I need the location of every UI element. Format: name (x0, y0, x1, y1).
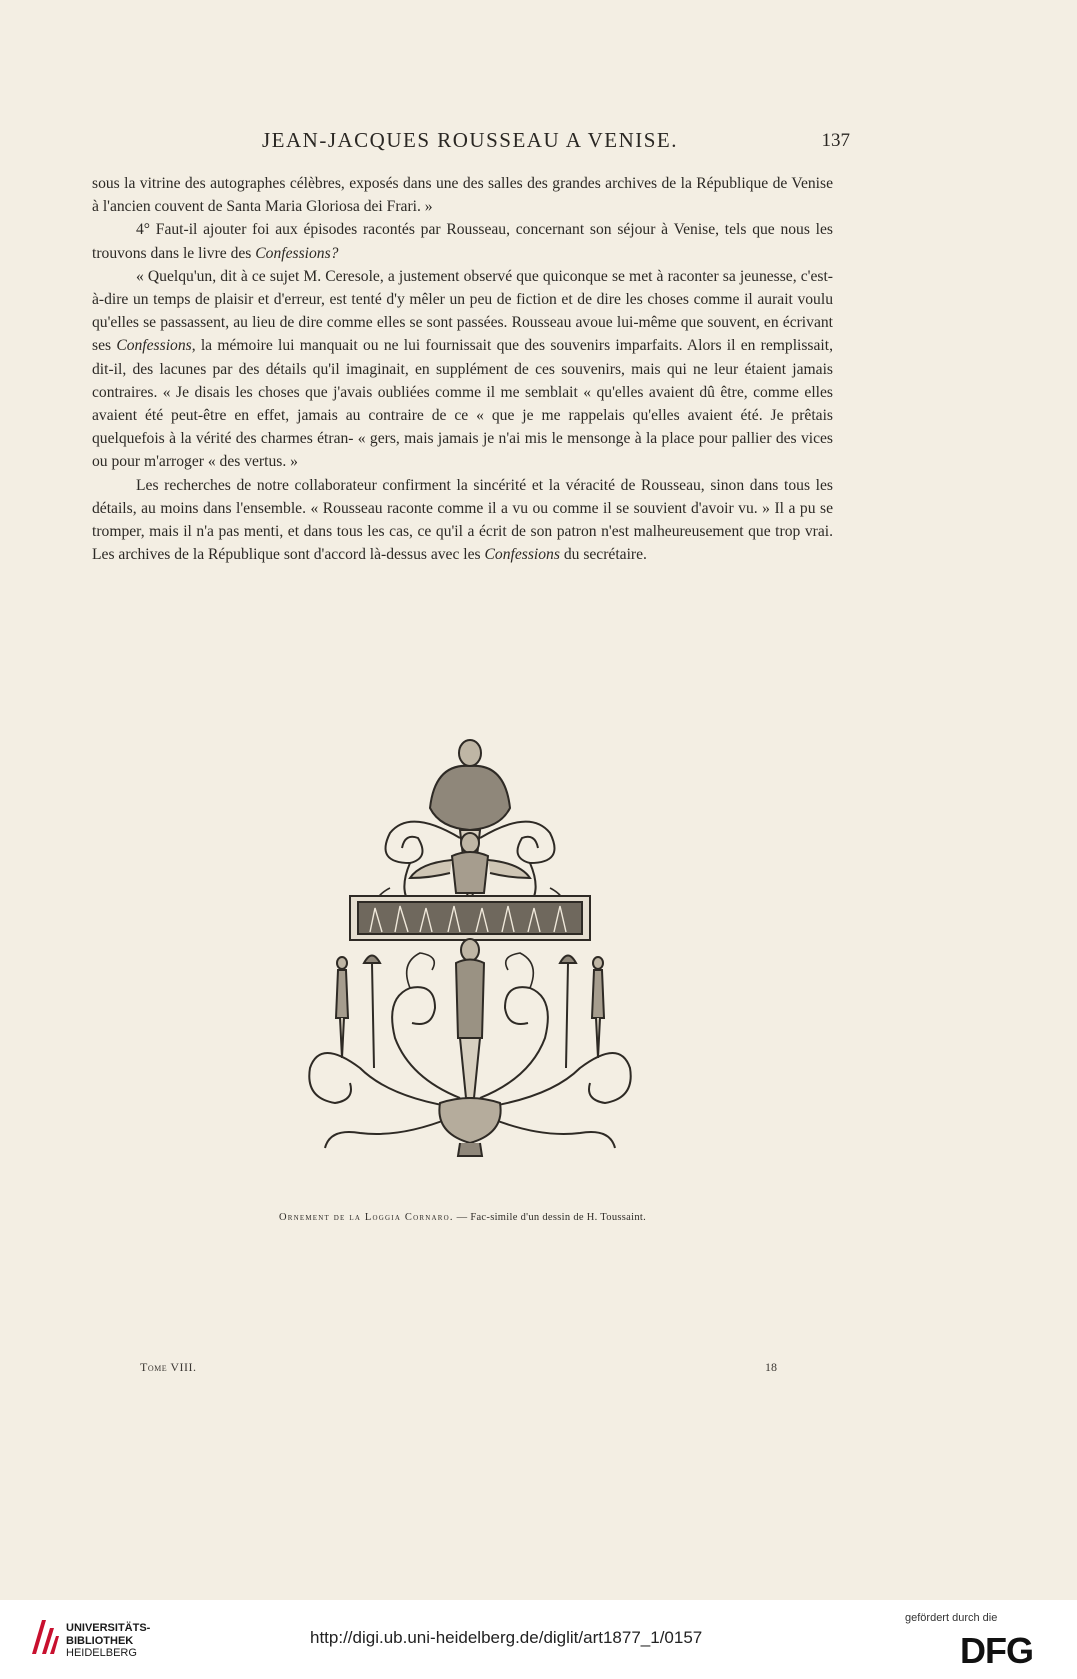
signature-mark: 18 (765, 1360, 777, 1374)
university-library-logo-icon (28, 1614, 60, 1660)
book-title: Confessions? (255, 244, 339, 262)
paragraph-4: Les recherches de notre collaborateur confirment la sincérité et la véracité de Rousseau, sinon dans tous les détails, au moins dans l'ensemble. « Rousseau raconte comme il a vu ou comme il se souvient d'avoir vu. » Il a pu se tromper, mais il n'a pas menti, et dans tous les cas, ce qu'il a écrit de son patron n'est malheureusement que trop vrai. Les archives de la République sont d'accord là-dessus avec les Confessions du secrétaire. (92, 476, 833, 564)
running-head (90, 128, 850, 158)
library-name: UNIVERSITÄTS- BIBLIOTHEK HEIDELBERG (66, 1622, 151, 1659)
ornament-engraving (300, 738, 640, 1203)
book-title: Confessions (116, 337, 192, 355)
paragraph-3: « Quelqu'un, dit à ce sujet M. Ceresole, a justement observé que quiconque se met à raconter sa jeunesse, c'est-à-dire un temps de plaisir et d'erreur, est tenté d'y mêler un peu de fiction et de dire les choses comme il aurait voulu qu'elles se passassent, au lieu de dire comme elles se sont passées. Rousseau avoue lui-même que souvent, en écrivant ses Confessions, la mémoire lui manquait ou ne lui fournissait que des souvenirs imparfaits. Alors il en remplissait, dit-il, des lacunes par des détails qu'il imaginait, en supplément de ces souvenirs, mais qui ne leur étaient jamais contraires. « Je disais les choses que j'avais oubliées comme il me semblait « qu'elles avaient dû être, comme elles avaient été peut-être en effet, jamais au contraire de ce « que je me rappelais qu'elles avaient été. Je prêtais quelquefois à la vérité des charmes étran- « gers, mais jamais je n'ai mis le mensonge à la place pour pallier des vices ou pour m'arroger « des vertus. » (92, 267, 833, 471)
paragraph-2: 4° Faut-il ajouter foi aux épisodes racontés par Rousseau, concernant son séjour à Venise, tels que nous les trouvons dans le livre des Confessions? (92, 221, 833, 262)
paragraph-1: sous la vitrine des autographes célèbres, exposés dans une des salles des grandes archives de la République de Venise à l'ancien couvent de Santa Maria Gloriosa dei Frari. » (92, 175, 833, 216)
dfg-logo: DFG (960, 1630, 1033, 1671)
volume-label: Tome VIII. (140, 1360, 197, 1374)
sponsor-text: gefördert durch die (905, 1612, 998, 1624)
body-text (92, 172, 833, 566)
permalink-url[interactable]: http://digi.ub.uni-heidelberg.de/diglit/art1877_1/0157 (310, 1628, 703, 1647)
page-number: 137 (821, 130, 850, 151)
figure-caption (92, 1212, 833, 1223)
caption-credit: — Fac-simile d'un dessin de H. Toussaint. (453, 1212, 647, 1223)
book-title: Confessions (484, 546, 560, 564)
caption-title: Ornement de la Loggia Cornaro. (278, 1212, 454, 1223)
library-bar (0, 1600, 1077, 1679)
running-title: JEAN-JACQUES ROUSSEAU A VENISE. (262, 128, 678, 152)
